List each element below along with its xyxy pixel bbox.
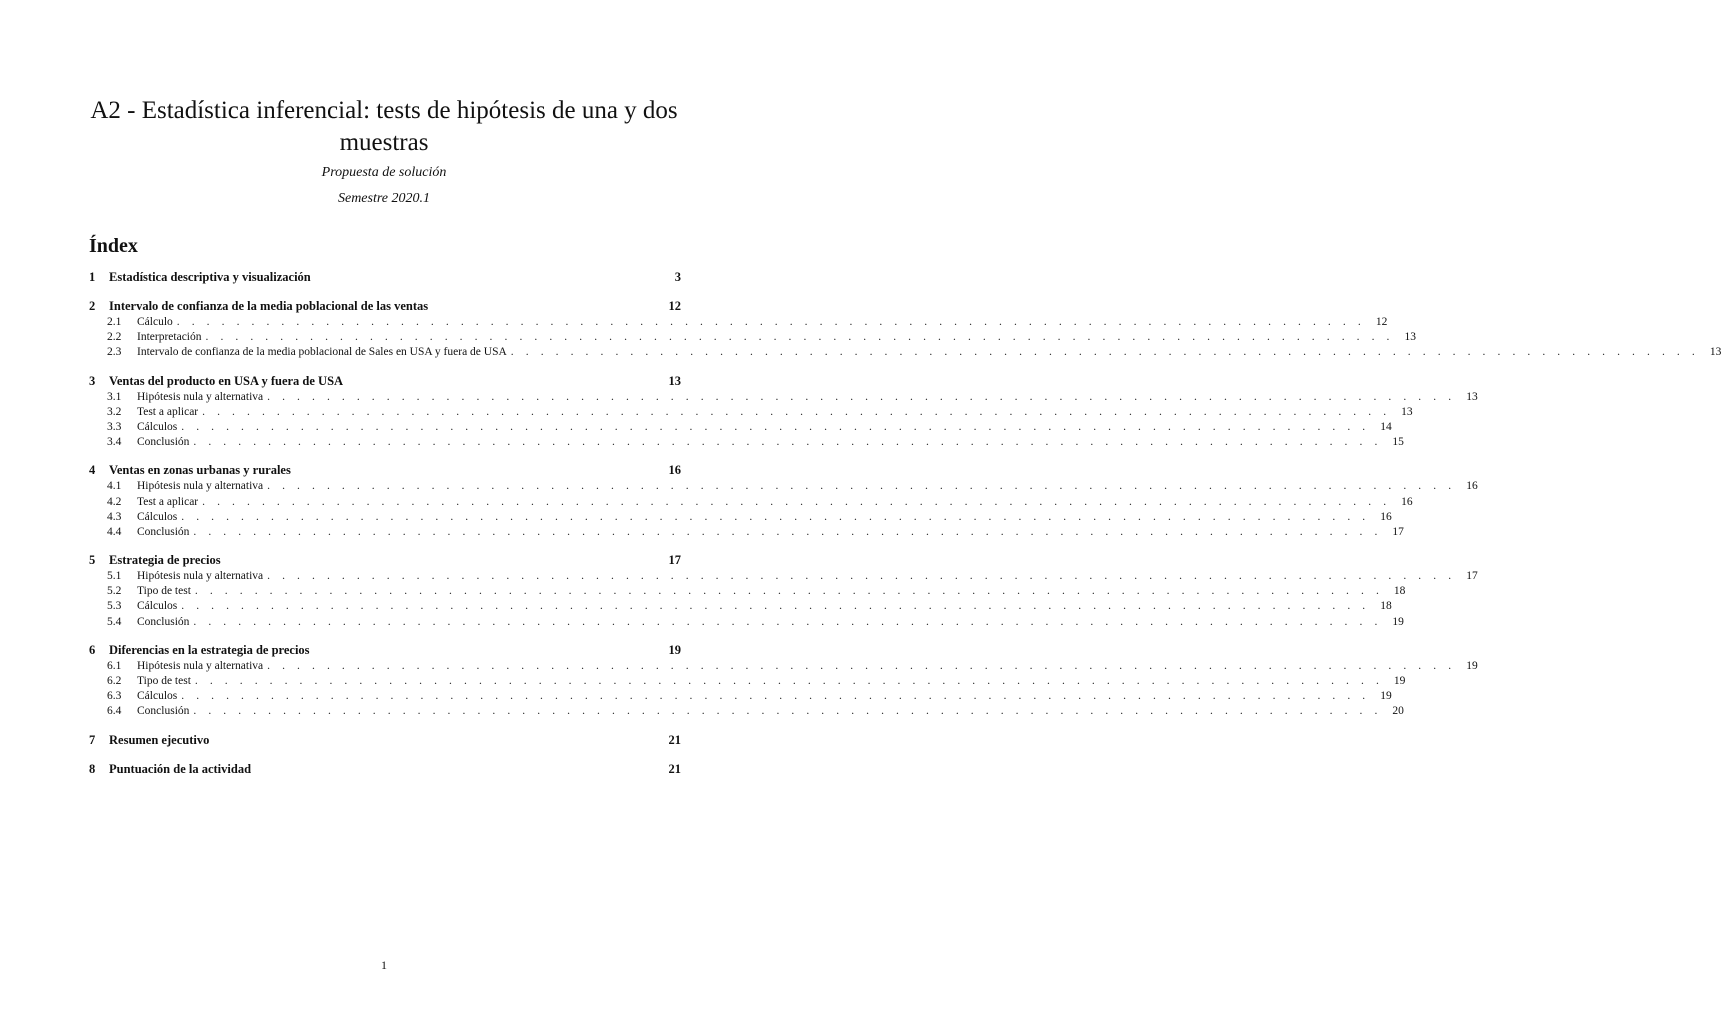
toc-section-page: 13 (668, 373, 681, 388)
toc-section-number: 4 (89, 463, 96, 478)
toc-section-page: 21 (668, 732, 681, 747)
toc-section-entry[interactable] (89, 761, 681, 778)
toc-subsection-number: 6.3 (107, 690, 122, 703)
toc-section (89, 462, 1478, 540)
toc-section-title: Puntuación de la actividad (109, 761, 252, 776)
toc-section-page: 19 (668, 642, 681, 657)
toc-section-entry[interactable] (89, 642, 681, 659)
toc-subsection-page: 13 (1404, 331, 1417, 344)
index-heading: Índex (89, 235, 138, 257)
toc-dot-leader: . . . . . . . . . . . . . . . . . . . . . . . . . . . . . . . . . . . . . . . . . . . . . . . . . . . . . . . . . . . . . . . . . . . . . . . . . . . . . . . . (194, 675, 1384, 687)
toc-dot-leader: . . . . . . . . . . . . . . . . . . . . . . . . . . . . . . . . . . . . . . . . . . . . . . . . . . . . . . . . . . . . . . . . . . . . . . . . . . . . . . . . (193, 705, 1382, 718)
toc-subsection-page: 19 (1393, 675, 1406, 687)
toc-subsection-page: 16 (1380, 510, 1392, 523)
toc-subsection-page: 17 (1466, 570, 1478, 583)
toc-subsection-number: 2.3 (107, 346, 122, 359)
toc-subsection-entry[interactable] (89, 510, 1392, 525)
toc-dot-leader: . . . . . . . . . . . . . . . . . . . . . . . . . . . . . . . . . . . . . . . . . . . . . . . . . . . . . . . . . . . . . . . . . . . . . . . . . . . . . . . . (181, 600, 1370, 613)
document-semester: Semestre 2020.1 (337, 191, 431, 206)
toc-subsection-entry[interactable] (89, 495, 1413, 510)
toc-section (89, 642, 1478, 720)
toc-subsection-title: Cálculo (137, 316, 173, 328)
toc-subsection-entry[interactable] (89, 315, 1388, 330)
toc-subsection-title: Tipo de test (137, 585, 191, 598)
toc-dot-leader: . . . . . . . . . . . . . . . . . . . . . . . . . . . . . . . . . . . . . . . . . . . . . . . . . . . . . . . . . . . . . . . . . . . . . . . . . . . . . . . . (193, 525, 1382, 538)
toc-section-number: 1 (89, 270, 96, 284)
toc-subsection-title: Hipótesis nula y alternativa (137, 570, 264, 583)
toc-section-entry[interactable] (89, 373, 681, 390)
toc-section (89, 298, 1721, 361)
toc-subsection-title: Conclusión (137, 436, 190, 449)
toc-subsection-entry[interactable] (89, 615, 1404, 630)
toc-section-entry[interactable] (89, 732, 681, 749)
toc-section-entry[interactable] (89, 462, 681, 479)
toc-dot-leader: . . . . . . . . . . . . . . . . . . . . . . . . . . . . . . . . . . . . . . . . . . . . . . . . . . . . . . . . . . . . . . . . . . . . . . . . . . . . . . . . (202, 495, 1391, 508)
toc-section-number: 2 (89, 299, 96, 313)
toc-subsection-page: 13 (1401, 405, 1413, 418)
toc-subsection-page: 18 (1393, 585, 1406, 598)
toc-subsection-title: Test a aplicar (137, 405, 199, 418)
toc-subsection-entry[interactable] (89, 525, 1404, 540)
toc-subsection-entry[interactable] (89, 689, 1392, 704)
toc-subsection-number: 3.4 (107, 436, 122, 449)
toc-dot-leader: . . . . . . . . . . . . . . . . . . . . . . . . . . . . . . . . . . . . . . . . . . . . . . . . . . . . . . . . . . . . . . . . . . . . . . . . . . . . . . . . (267, 659, 1456, 672)
toc-dot-leader: . . . . . . . . . . . . . . . . . . . . . . . . . . . . . . . . . . . . . . . . . . . . . . . . . . . . . . . . . . . . . . . . . . . . . . . . . . . . . . . . (193, 615, 1382, 628)
toc-subsection-title: Hipótesis nula y alternativa (137, 390, 264, 403)
toc-section-entry[interactable] (89, 552, 681, 569)
toc-section-page: 3 (674, 270, 681, 284)
toc-section-title: Intervalo de confianza de la media poblacional de las ventas (109, 299, 429, 313)
toc-subsection-number: 4.3 (107, 510, 122, 523)
toc-subsection-title: Conclusión (137, 705, 190, 718)
toc-subsection-page: 19 (1392, 615, 1404, 628)
toc-subsection-entry[interactable] (89, 330, 1417, 345)
toc-section-entry[interactable] (89, 298, 681, 315)
toc-subsection-entry[interactable] (89, 704, 1404, 719)
toc-subsection-number: 2.2 (107, 331, 122, 344)
toc-subsection-title: Cálculos (137, 510, 178, 523)
toc-subsection-number: 3.2 (107, 405, 122, 418)
page-number: 1 (381, 958, 387, 972)
toc-subsection-number: 5.1 (107, 570, 122, 583)
toc-section-title: Diferencias en la estrategia de precios (109, 642, 310, 657)
toc-section-number: 6 (89, 642, 96, 657)
toc-section-title: Ventas en zonas urbanas y rurales (109, 463, 291, 478)
toc-subsection-page: 12 (1375, 316, 1388, 328)
toc-section-number: 3 (89, 373, 96, 388)
toc-subsection-entry[interactable] (89, 435, 1404, 450)
toc-subsection-page: 13 (1466, 390, 1478, 403)
toc-subsection-title: Interpretación (137, 331, 202, 344)
toc-subsection-page: 20 (1392, 705, 1404, 718)
toc-subsection-page: 16 (1466, 480, 1478, 493)
toc-subsection-entry[interactable] (89, 599, 1392, 614)
toc-subsection-number: 6.2 (107, 675, 122, 687)
toc-section-number: 7 (89, 732, 96, 747)
toc-subsection-title: Cálculos (137, 600, 178, 613)
toc-subsection-page: 14 (1380, 420, 1392, 433)
toc-dot-leader: . . . . . . . . . . . . . . . . . . . . . . . . . . . . . . . . . . . . . . . . . . . . . . . . . . . . . . . . . . . . . . . . . . . . . . . . . . . . . . . . (181, 420, 1370, 433)
toc-section (89, 761, 681, 778)
toc-section-number: 8 (89, 761, 96, 776)
toc-dot-leader: . . . . . . . . . . . . . . . . . . . . . . . . . . . . . . . . . . . . . . . . . . . . . . . . . . . . . . . . . . . . . . . . . . . . . . . . . . . . . . . . (181, 510, 1370, 523)
toc-section-number: 5 (89, 553, 96, 568)
toc-section (89, 552, 1478, 630)
toc-section-title: Estrategia de precios (109, 553, 221, 568)
toc-section (89, 732, 681, 749)
toc-subsection-title: Conclusión (137, 525, 190, 538)
toc-subsection-title: Test a aplicar (137, 495, 199, 508)
toc-section-page: 16 (668, 463, 681, 478)
toc-subsection-title: Intervalo de confianza de la media poblacional de Sales en USA y fuera de USA (137, 346, 507, 359)
toc-subsection-entry[interactable] (89, 659, 1478, 674)
toc-subsection-entry[interactable] (89, 584, 1406, 599)
toc-dot-leader: . . . . . . . . . . . . . . . . . . . . . . . . . . . . . . . . . . . . . . . . . . . . . . . . . . . . . . . . . . . . . . . . . . . . . . . . . . . . . . . . (202, 405, 1391, 418)
toc-subsection-page: 18 (1380, 600, 1392, 613)
toc-subsection-number: 4.4 (107, 525, 122, 538)
document-subtitle: Propuesta de solución (321, 165, 447, 180)
document-title: A2 - Estadística inferencial: tests de hipótesis de una y dos muestras (90, 97, 678, 156)
toc-subsection-title: Conclusión (137, 615, 190, 628)
toc-dot-leader: . . . . . . . . . . . . . . . . . . . . . . . . . . . . . . . . . . . . . . . . . . . . . . . . . . . . . . . . . . . . . . . . . . . . . . . . . . . . . . . . (176, 316, 1366, 328)
toc-section-page: 12 (668, 299, 681, 313)
toc-subsection-title: Hipótesis nula y alternativa (137, 480, 264, 493)
toc-section (89, 373, 1478, 451)
toc-section-page: 17 (668, 553, 681, 568)
toc-subsection-page: 17 (1392, 525, 1404, 538)
toc-subsection-title: Tipo de test (137, 675, 191, 687)
toc-subsection-title: Cálculos (137, 690, 178, 703)
toc-subsection-entry[interactable] (89, 674, 1406, 689)
toc-dot-leader: . . . . . . . . . . . . . . . . . . . . . . . . . . . . . . . . . . . . . . . . . . . . . . . . . . . . . . . . . . . . . . . . . . . . . . . . . . . . . . . . (267, 480, 1456, 493)
toc-subsection-page: 19 (1380, 690, 1392, 703)
toc-subsection-number: 3.1 (107, 390, 122, 403)
toc-subsection-number: 4.1 (107, 480, 122, 493)
toc-subsection-page: 15 (1392, 436, 1404, 449)
toc-subsection-number: 6.4 (107, 705, 122, 718)
toc-subsection-number: 3.3 (107, 420, 122, 433)
toc-subsection-entry[interactable] (89, 405, 1413, 420)
toc-dot-leader: . . . . . . . . . . . . . . . . . . . . . . . . . . . . . . . . . . . . . . . . . . . . . . . . . . . . . . . . . . . . . . . . . . . . . . . . . . . . . . . . (205, 331, 1395, 344)
toc-dot-leader: . . . . . . . . . . . . . . . . . . . . . . . . . . . . . . . . . . . . . . . . . . . . . . . . . . . . . . . . . . . . . . . . . . . . . . . . . . . . . . . . (510, 346, 1700, 359)
toc-section-title: Estadística descriptiva y visualización (109, 270, 311, 284)
toc-subsection-title: Cálculos (137, 420, 178, 433)
toc-subsection-page: 13 (1709, 346, 1721, 359)
toc-subsection-number: 6.1 (107, 659, 122, 672)
toc-subsection-number: 5.2 (107, 585, 122, 598)
toc-subsection-page: 16 (1401, 495, 1413, 508)
toc-dot-leader: . . . . . . . . . . . . . . . . . . . . . . . . . . . . . . . . . . . . . . . . . . . . . . . . . . . . . . . . . . . . . . . . . . . . . . . . . . . . . . . . (193, 436, 1382, 449)
toc-subsection-entry[interactable] (89, 420, 1392, 435)
toc-subsection-entry[interactable] (89, 345, 1721, 360)
table-of-contents (89, 269, 1721, 790)
toc-section-title: Resumen ejecutivo (109, 732, 210, 747)
toc-subsection-page: 19 (1466, 659, 1478, 672)
toc-subsection-entry[interactable] (89, 390, 1478, 405)
toc-dot-leader: . . . . . . . . . . . . . . . . . . . . . . . . . . . . . . . . . . . . . . . . . . . . . . . . . . . . . . . . . . . . . . . . . . . . . . . . . . . . . . . . (181, 690, 1370, 703)
toc-section-page: 21 (668, 761, 681, 776)
toc-subsection-entry[interactable] (89, 569, 1478, 584)
toc-dot-leader: . . . . . . . . . . . . . . . . . . . . . . . . . . . . . . . . . . . . . . . . . . . . . . . . . . . . . . . . . . . . . . . . . . . . . . . . . . . . . . . . (267, 390, 1456, 403)
toc-dot-leader: . . . . . . . . . . . . . . . . . . . . . . . . . . . . . . . . . . . . . . . . . . . . . . . . . . . . . . . . . . . . . . . . . . . . . . . . . . . . . . . . (267, 570, 1456, 583)
toc-subsection-title: Hipótesis nula y alternativa (137, 659, 264, 672)
toc-section-title: Ventas del producto en USA y fuera de USA (109, 373, 344, 388)
toc-dot-leader: . . . . . . . . . . . . . . . . . . . . . . . . . . . . . . . . . . . . . . . . . . . . . . . . . . . . . . . . . . . . . . . . . . . . . . . . . . . . . . . . (194, 585, 1384, 598)
toc-subsection-entry[interactable] (89, 479, 1478, 494)
toc-subsection-number: 5.3 (107, 600, 122, 613)
toc-section (89, 269, 681, 286)
toc-subsection-number: 4.2 (107, 495, 122, 508)
toc-section-entry[interactable] (89, 269, 681, 286)
toc-subsection-number: 2.1 (107, 316, 122, 328)
toc-subsection-number: 5.4 (107, 615, 122, 628)
